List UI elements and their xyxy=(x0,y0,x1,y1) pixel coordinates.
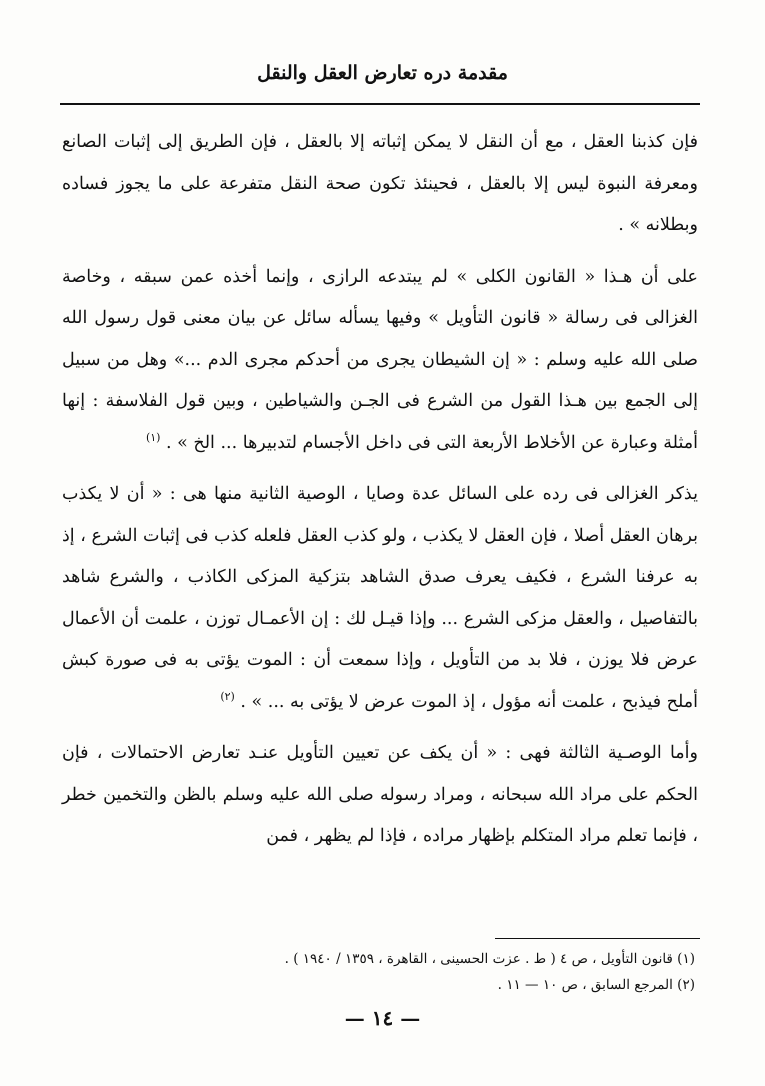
footnote-ref-1[interactable]: (١) xyxy=(145,430,161,444)
page-number: — ١٤ — xyxy=(344,1006,421,1030)
footnote-1: (١) قانون التأويل ، ص ٤ ( ط . عزت الحسينى ، القاهرة ، ١٣٥٩ / ١٩٤٠ ) . xyxy=(284,951,695,967)
paragraph-1-text: فإن كذبنا العقل ، مع أن النقل لا يمكن إثباته إلا بالعقل ، فإن الطريق إلى إثبات الصانع ومعرفة النبوة ليس إلا بالعقل ، فحينئذ تكون صحة النقل متفرعة على ما يجوز فساده وبطلانه » . xyxy=(62,132,698,235)
page-header-title: مقدمة دره تعارض العقل والنقل xyxy=(257,62,508,84)
paragraph-3-text: يذكر الغزالى فى رده على السائل عدة وصايا ، الوصية الثانية منها هى : « أن لا يكذب برهان العقل أصلا ، فإن العقل لا يكذب ، ولو كذب العقل فلعله كذب فى إثبات الشرع ، إذ به عرفنا الشرع ، فكيف يعرف صدق الشاهد بتزكية المزكى الكاذب ، والشرع شاهد بالتفاصيل ، والعقل مزكى الشرع ... وإذا قيـل لك : إن الأعمـال توزن ، علمت أن الأعمال عرض فلا يوزن ، فلا بد من التأويل ، وإذا سمعت أن : الموت يؤتى به فى صورة كبش أملح فيذبح ، علمت أنه مؤول ، إذ الموت عرض لا يؤتى به ... » . xyxy=(62,484,698,712)
paragraph-2 xyxy=(62,257,698,465)
paragraph-4-text: وأما الوصـية الثالثة فهى : « أن يكف عن تعيين التأويل عنـد تعارض الاحتمالات ، فإن الحكم على مراد الله سبحانه ، ومراد رسوله صلى الله عليه وسلم بالظن والتخمين خطر ، فإنما تعلم مراد المتكلم بإظهار مراده ، فإذا لم يظهر ، فمن xyxy=(62,743,698,846)
paragraph-3 xyxy=(62,474,698,723)
paragraph-1 xyxy=(62,122,698,247)
footnote-divider xyxy=(495,938,700,939)
footnote-2: (٢) المرجع السابق ، ص ١٠ — ١١ . xyxy=(497,977,695,993)
body-text xyxy=(62,122,698,868)
header-divider xyxy=(60,103,700,105)
paragraph-2-text: على أن هـذا « القانون الكلى » لم يبتدعه الرازى ، وإنما أخذه عمن سبقه ، وخاصة الغزالى فى رسالة « قانون التأويل » وفيها يسأله سائل عن بيان معنى قول رسول الله صلى الله عليه وسلم : « إن الشيطان يجرى من أحدكم مجرى الدم ...» وهل من سبيل إلى الجمع بين هـذا القول من الشرع فى الجـن والشياطين ، وبين قول الفلاسفة : إنها أمثلة وعبارة عن الأخلاط الأربعة التى فى داخل الأجسام لتدبيرها ... الخ » . xyxy=(62,266,698,453)
paragraph-4 xyxy=(62,733,698,858)
footnotes xyxy=(80,946,695,998)
footnote-ref-2[interactable]: (٢) xyxy=(220,689,235,703)
